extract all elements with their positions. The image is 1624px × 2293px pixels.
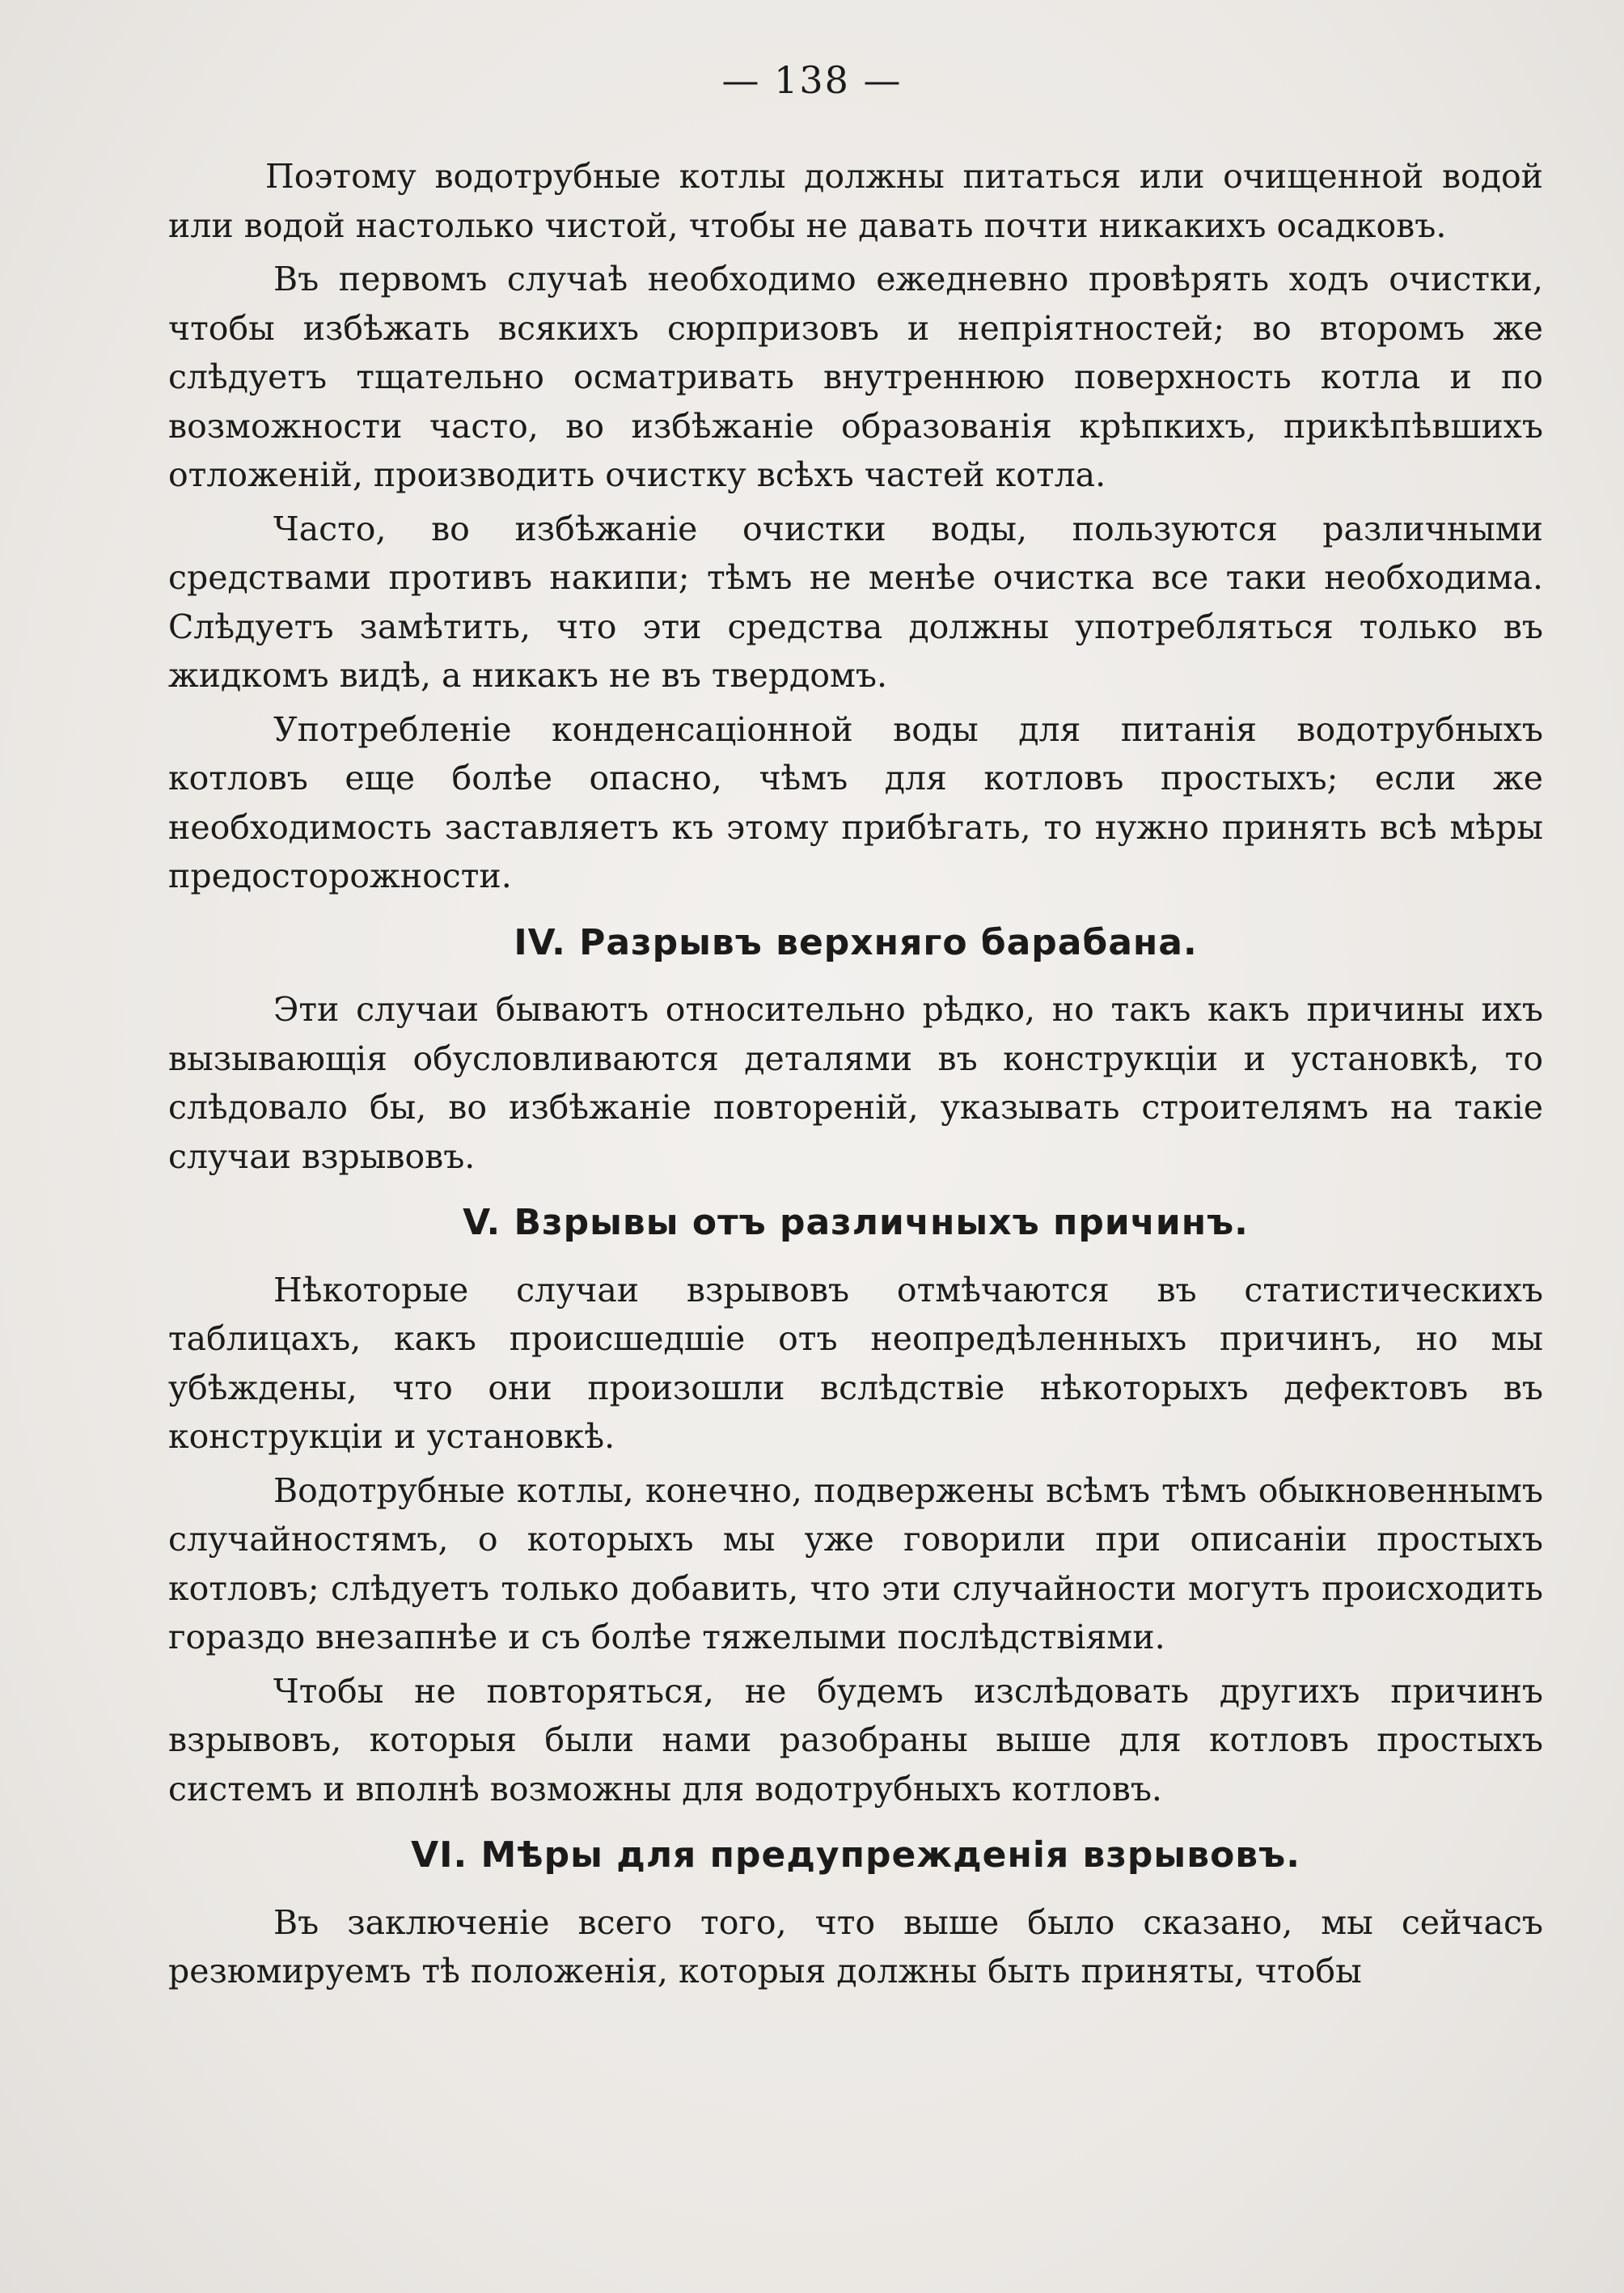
- paragraph: Поэтому водотрубные котлы должны питаться или очищенной водой или водой настолько чистой, чтобы не давать почти никакихъ осадковъ.: [168, 157, 1543, 245]
- section-heading: V. Взрывы отъ различныхъ причинъ.: [463, 1202, 1249, 1243]
- paragraph: Нѣкоторые случаи взрывовъ отмѣчаются въ статистическихъ таблицахъ, какъ происшедшіе отъ неопредѣленныхъ причинъ, но мы убѣждены, что они произошли вслѣдствіе нѣкоторыхъ дефектовъ въ конструкціи и установкѣ.: [168, 1270, 1543, 1456]
- paragraph: Эти случаи бываютъ относительно рѣдко, но такъ какъ причины ихъ вызывающія обусловливаются деталями въ конструкціи и установкѣ, то слѣдовало бы, во избѣжаніе повтореній, указывать строителямъ на такіе случаи взрывовъ.: [168, 990, 1543, 1176]
- paragraph: Чтобы не повторяться, не будемъ изслѣдовать другихъ причинъ взрывовъ, которыя были нами разобраны выше для котловъ простыхъ системъ и вполнѣ возможны для водотрубныхъ котловъ.: [168, 1671, 1543, 1809]
- page-number: — 138 —: [721, 58, 903, 102]
- paragraph: Въ первомъ случаѣ необходимо ежедневно провѣрять ходъ очистки, чтобы избѣжать всякихъ сюрпризовъ и непріятностей; во второмъ же слѣдуетъ тщательно осматривать внутреннюю поверхность котла и по возможности часто, во избѣжаніе образованія крѣпкихъ, прикѣпѣвшихъ отложеній, производить очистку всѣхъ частей котла.: [168, 260, 1543, 494]
- section-heading: IV. Разрывъ верхняго барабана.: [514, 921, 1198, 963]
- paragraph: Употребленіе конденсаціонной воды для питанія водотрубныхъ котловъ еще болѣе опасно, чѣмъ для котловъ простыхъ; если же необходимость заставляетъ къ этому прибѣгать, то нужно принять всѣ мѣры предосторожности.: [168, 709, 1543, 895]
- paragraph: Часто, во избѣжаніе очистки воды, пользуются различными средствами противъ накипи; тѣмъ не менѣе очистка все таки необходима. Слѣдуетъ замѣтить, что эти средства должны употребляться только въ жидкомъ видѣ, а никакъ не въ твердомъ.: [168, 509, 1543, 695]
- section-heading: VI. Мѣры для предупрежденія взрывовъ.: [411, 1834, 1300, 1876]
- paragraph: Въ заключеніе всего того, что выше было сказано, мы сейчасъ резюмируемъ тѣ положенія, которыя должны быть приняты, чтобы: [168, 1902, 1543, 1991]
- paragraph: Водотрубные котлы, конечно, подвержены всѣмъ тѣмъ обыкновеннымъ случайностямъ, о которыхъ мы уже говорили при описаніи простыхъ котловъ; слѣдуетъ только добавить, что эти случайности могутъ происходить гораздо внезапнѣе и съ болѣе тяжелыми послѣдствіями.: [168, 1470, 1543, 1656]
- page-body: [168, 152, 1543, 2001]
